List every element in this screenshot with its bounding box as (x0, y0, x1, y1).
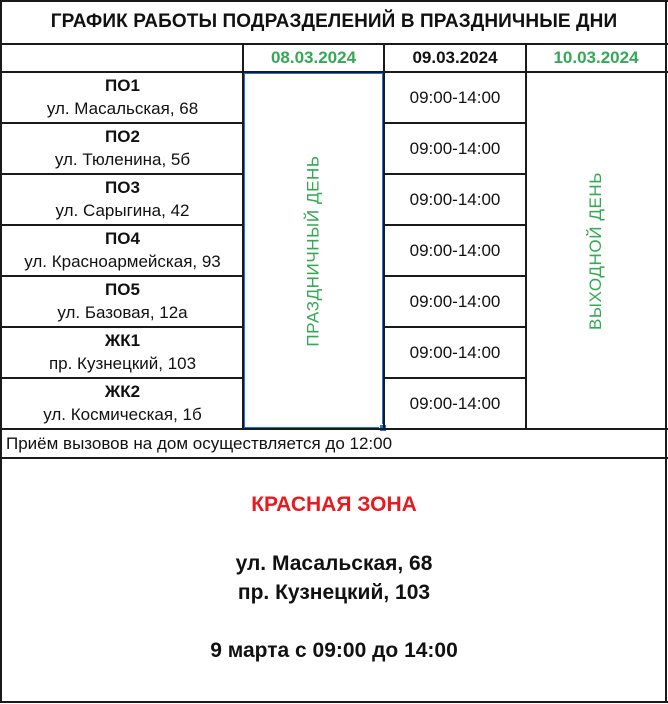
hours-cell: 09:00-14:00 (409, 393, 501, 413)
grid-line (0, 43, 668, 45)
unit-address: ул. Масальская, 68 (46, 98, 199, 118)
grid-line (0, 71, 668, 73)
red-zone-title: КРАСНАЯ ЗОНА (251, 493, 417, 516)
grid-line (0, 275, 243, 277)
home-calls-note: Приём вызовов на дом осуществляется до 12:00 (6, 434, 393, 453)
grid-line (0, 457, 668, 459)
grid-line (384, 224, 526, 226)
grid-line (384, 377, 526, 379)
grid-line (383, 44, 385, 430)
grid-line (0, 122, 243, 124)
grid-line (384, 326, 526, 328)
page-title: ГРАФИК РАБОТЫ ПОДРАЗДЕЛЕНИЙ В ПРАЗДНИЧНЫЕ ДНИ (50, 11, 618, 32)
unit-code: ПО3 (105, 177, 140, 197)
grid-line (0, 173, 243, 175)
dayoff-cell (526, 72, 666, 429)
unit-address: ул. Базовая, 12а (57, 302, 188, 322)
unit-address: ул. Космическая, 1б (43, 404, 202, 424)
unit-code: ЖК1 (104, 330, 141, 350)
hours-cell: 09:00-14:00 (409, 189, 501, 209)
grid-line (0, 428, 668, 430)
unit-code: ПО4 (105, 228, 140, 248)
hours-cell: 09:00-14:00 (409, 138, 501, 158)
dayoff-label: ВЫХОДНОЙ ДЕНЬ (586, 171, 605, 330)
grid-line (384, 173, 526, 175)
unit-cell (2, 123, 243, 174)
grid-line (384, 275, 526, 277)
unit-cell (2, 225, 243, 276)
unit-cell (2, 174, 243, 225)
grid-line (0, 377, 243, 379)
unit-code: ПО1 (105, 75, 140, 95)
date-header-2: 09.03.2024 (412, 48, 498, 67)
unit-code: ПО5 (105, 279, 140, 299)
unit-code: ЖК2 (104, 381, 141, 401)
grid-line (525, 44, 527, 430)
grid-line (0, 701, 668, 703)
grid-line (0, 0, 668, 2)
hours-cell: 09:00-14:00 (409, 240, 501, 260)
date-header-3: 10.03.2024 (553, 48, 639, 67)
date-header-1: 08.03.2024 (270, 48, 357, 67)
red-zone-address-1: ул. Масальская, 68 (235, 552, 433, 575)
hours-cell: 09:00-14:00 (409, 342, 501, 362)
grid-line (0, 326, 243, 328)
grid-line (384, 122, 526, 124)
unit-address: ул. Сарыгина, 42 (55, 200, 190, 220)
red-zone-schedule: 9 марта с 09:00 до 14:00 (210, 639, 458, 662)
red-zone-address-2: пр. Кузнецкий, 103 (237, 581, 431, 604)
hours-cell: 09:00-14:00 (409, 291, 501, 311)
unit-cell (2, 378, 243, 429)
unit-address: ул. Красноармейская, 93 (24, 251, 221, 271)
grid-line (665, 0, 667, 703)
grid-line (0, 224, 243, 226)
hours-cell: 09:00-14:00 (409, 87, 501, 107)
holiday-cell[interactable] (243, 72, 384, 429)
holiday-label: ПРАЗДНИЧНЫЙ ДЕНЬ (303, 154, 323, 347)
grid-line (0, 0, 2, 703)
grid-line (242, 44, 244, 430)
unit-cell (2, 327, 243, 378)
unit-address: ул. Тюленина, 5б (54, 149, 191, 169)
unit-cell (2, 276, 243, 327)
unit-code: ПО2 (105, 126, 140, 146)
unit-address: пр. Кузнецкий, 103 (48, 353, 197, 373)
unit-cell (2, 72, 243, 123)
